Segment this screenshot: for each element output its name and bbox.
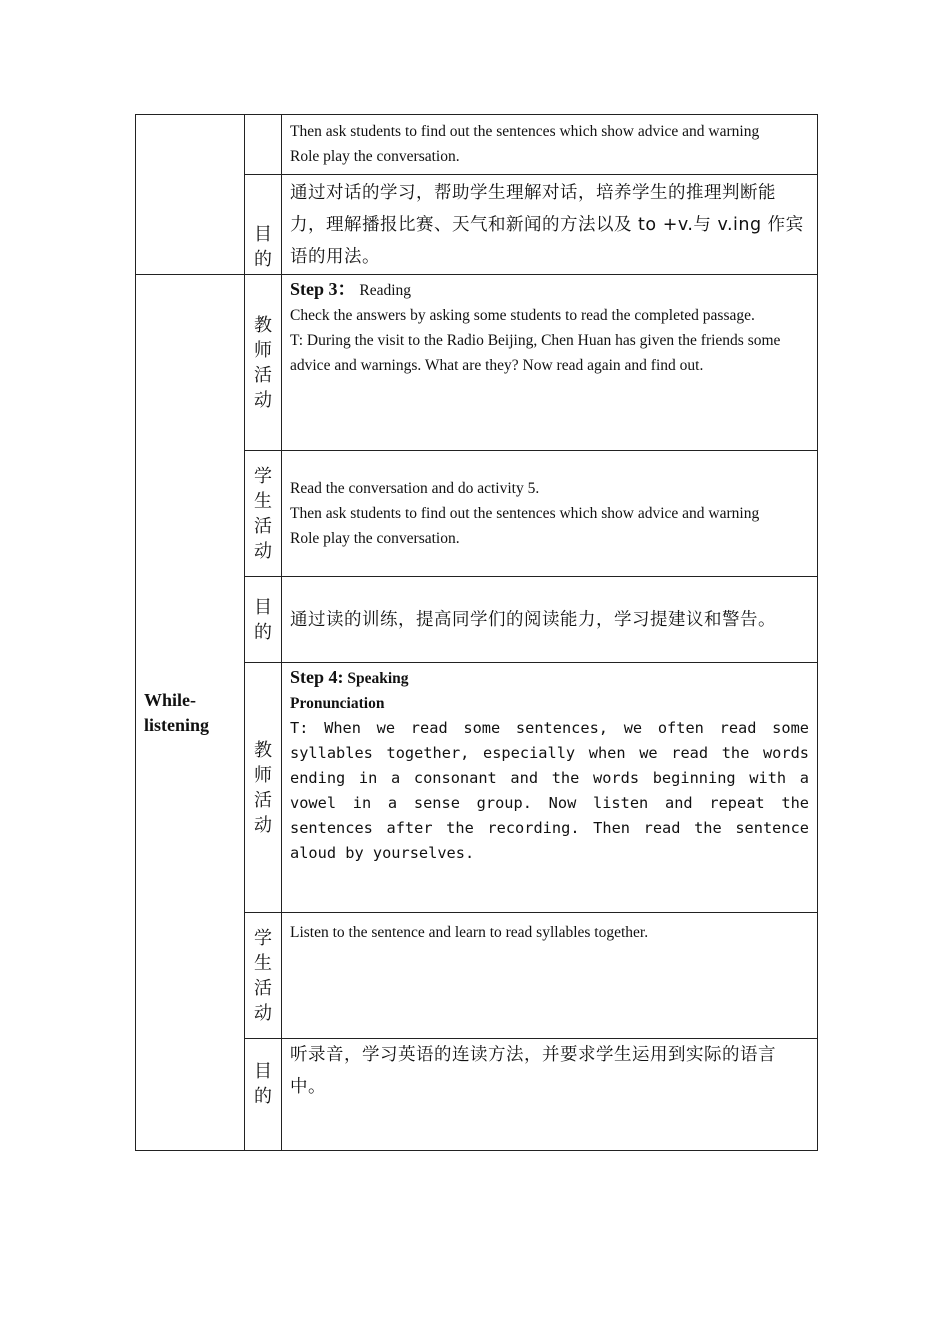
text-line: Read the conversation and do activity 5. — [290, 480, 540, 497]
text-line: Then ask students to find out the sentences which show advice and warning — [290, 505, 760, 522]
label-char: 学 — [254, 465, 272, 487]
purpose-label — [245, 577, 282, 663]
label-char: 目 — [254, 596, 272, 618]
label-char: 动 — [254, 540, 272, 562]
label-char: 学 — [254, 927, 272, 949]
label-char: 教 — [254, 314, 272, 336]
text-line: Then ask students to find out the sentences which show advice and warning — [290, 123, 760, 140]
stage-label-line2: listening — [144, 714, 210, 735]
purpose-text: 通过读的训练，提高同学们的阅读能力，学习提建议和警告。 — [290, 609, 776, 630]
label-char: 活 — [254, 515, 272, 537]
teacher-activity-label — [245, 663, 282, 913]
text-line: Role play the conversation. — [290, 148, 460, 165]
stage-cell-empty — [136, 115, 245, 275]
label-char: 生 — [254, 952, 272, 974]
purpose-label — [245, 175, 282, 275]
content-cell — [282, 275, 818, 451]
label-char: 动 — [254, 814, 272, 836]
label-char: 生 — [254, 490, 272, 512]
content-cell — [282, 115, 818, 175]
label-char: 动 — [254, 389, 272, 411]
label-char: 活 — [254, 789, 272, 811]
table-row — [136, 275, 818, 451]
student-activity-label — [245, 451, 282, 577]
content-cell — [282, 577, 818, 663]
label-char: 活 — [254, 977, 272, 999]
label-char: 的 — [254, 621, 272, 643]
step-name: Speaking — [347, 670, 409, 687]
label-char: 师 — [254, 764, 272, 786]
step-name: Reading — [359, 282, 412, 299]
text-line: Role play the conversation. — [290, 530, 460, 547]
step-heading: Step 4: — [290, 667, 344, 687]
text-line: T: During the visit to the Radio Beijing, Chen Huan has given the friends some advice and warnings. What are they? Now read again and find out. — [290, 332, 781, 374]
text-line: Check the answers by asking some students to read the completed passage. — [290, 307, 755, 324]
table-row — [136, 115, 818, 175]
purpose-label — [245, 1039, 282, 1151]
label-char: 的 — [254, 1086, 272, 1107]
purpose-text: 听录音，学习英语的连读方法，并要求学生运用到实际的语言中。 — [290, 1045, 776, 1097]
subheading: Pronunciation — [290, 695, 385, 712]
content-cell — [282, 913, 818, 1039]
text-line: Listen to the sentence and learn to read syllables together. — [290, 924, 649, 941]
label-char: 动 — [254, 1002, 272, 1024]
label-cell-empty — [245, 115, 282, 175]
label-char: 目 — [254, 1061, 272, 1082]
instruction-text: T: When we read some sentences, we often read some syllables together, especially when we read the words ending in a consonant and the words beginning with a vowel in a sense group. Now listen and repeat the sentences after the recording. Then read the sentence aloud by yourselves. — [290, 719, 809, 862]
label-char: 目 — [254, 224, 272, 245]
stage-cell — [136, 275, 245, 1151]
teacher-activity-label — [245, 275, 282, 451]
content-cell — [282, 663, 818, 913]
content-cell — [282, 1039, 818, 1151]
content-cell — [282, 451, 818, 577]
label-char: 教 — [254, 739, 272, 761]
lesson-plan-table — [135, 114, 818, 1151]
label-char: 活 — [254, 364, 272, 386]
stage-label-line1: While- — [144, 689, 196, 710]
step-heading: Step 3： — [290, 279, 356, 299]
label-char: 的 — [254, 249, 272, 270]
student-activity-label — [245, 913, 282, 1039]
content-cell — [282, 175, 818, 275]
label-char: 师 — [254, 339, 272, 361]
purpose-text: 通过对话的学习，帮助学生理解对话，培养学生的推理判断能力，理解播报比赛、天气和新闻的方法以及 to +v.与 v.ing 作宾语的用法。 — [290, 183, 804, 267]
